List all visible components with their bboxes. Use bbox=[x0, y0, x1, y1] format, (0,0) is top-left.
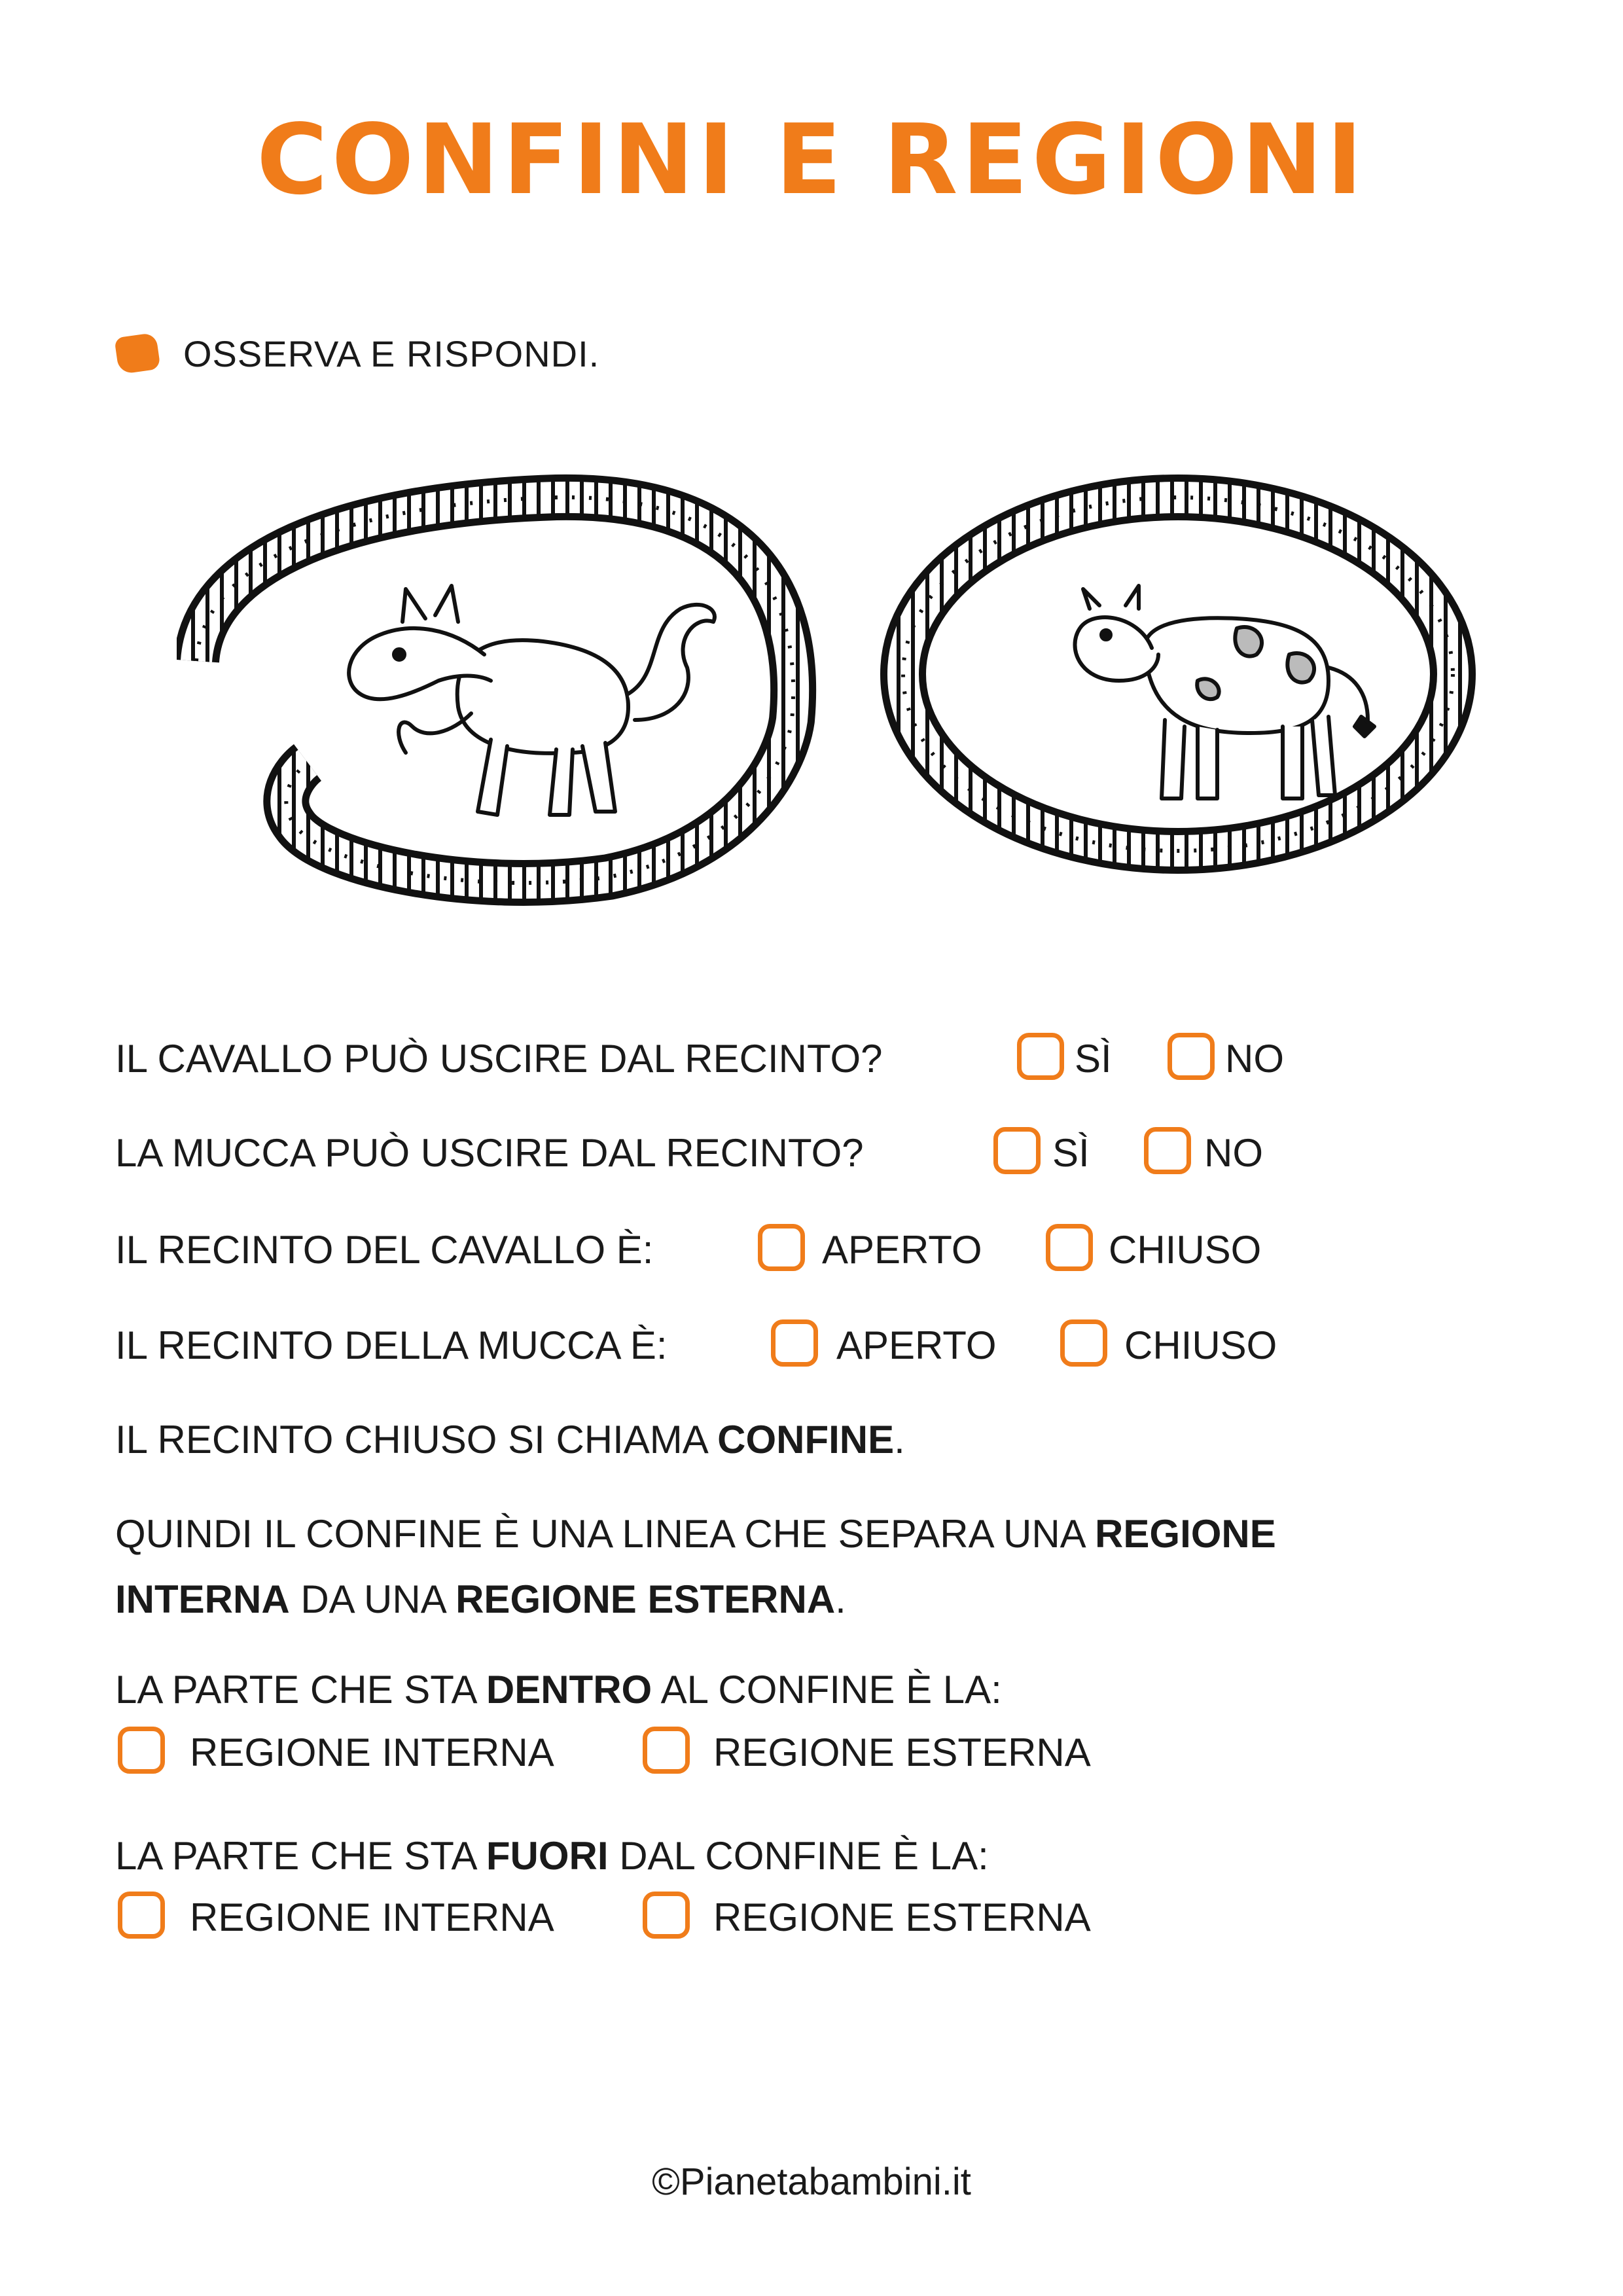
orange-bullet-icon bbox=[114, 332, 160, 374]
statement-bold: CONFINE bbox=[717, 1418, 895, 1462]
checkbox-q6-esterna[interactable] bbox=[643, 1892, 690, 1939]
checkbox-q1-no[interactable] bbox=[1168, 1033, 1215, 1080]
checkbox-q4-chiuso[interactable] bbox=[1060, 1319, 1107, 1367]
statement-bold: INTERNA bbox=[115, 1577, 290, 1621]
option-label: CHIUSO bbox=[1109, 1228, 1262, 1272]
option-label: REGIONE INTERNA bbox=[190, 1895, 554, 1939]
checkbox-q5-esterna[interactable] bbox=[643, 1727, 690, 1774]
footer-credit: ©Pianetabambini.it bbox=[652, 2161, 971, 2203]
checkbox-q2-si[interactable] bbox=[993, 1127, 1041, 1174]
question-4: IL RECINTO DELLA MUCCA È: bbox=[115, 1323, 668, 1367]
instruction bbox=[116, 327, 599, 380]
question-5 bbox=[115, 1670, 1002, 1710]
statement-text: . bbox=[894, 1418, 905, 1462]
instruction-text: OSSERVA E RISPONDI. bbox=[183, 332, 600, 374]
question-bold: FUORI bbox=[486, 1834, 609, 1878]
statement-regioni-line-1 bbox=[115, 1512, 1276, 1556]
checkbox-q3-chiuso[interactable] bbox=[1046, 1224, 1093, 1271]
statement-confine bbox=[115, 1420, 905, 1460]
option-label: CHIUSO bbox=[1124, 1323, 1277, 1367]
checkbox-q3-aperto[interactable] bbox=[758, 1224, 805, 1271]
checkbox-q2-no[interactable] bbox=[1144, 1127, 1191, 1174]
statement-text: . bbox=[835, 1577, 846, 1621]
statement-bold: REGIONE bbox=[1095, 1512, 1276, 1556]
statement-regioni-line-2 bbox=[115, 1577, 846, 1621]
option-label: REGIONE INTERNA bbox=[190, 1731, 554, 1774]
option-label: NO bbox=[1204, 1131, 1263, 1175]
option-label: REGIONE ESTERNA bbox=[713, 1895, 1091, 1939]
statement-text: QUINDI IL CONFINE È UNA LINEA CHE SEPARA UNA bbox=[115, 1512, 1096, 1556]
cow-icon bbox=[1075, 586, 1375, 798]
question-2: LA MUCCA PUÒ USCIRE DAL RECINTO? bbox=[115, 1131, 864, 1175]
question-6 bbox=[115, 1834, 989, 1878]
page-title: CONFINI E REGIONI bbox=[257, 103, 1366, 216]
option-label: APERTO bbox=[836, 1323, 997, 1367]
question-text: LA PARTE CHE STA bbox=[115, 1834, 486, 1878]
question-text: AL CONFINE È LA: bbox=[652, 1668, 1002, 1712]
checkbox-q6-interna[interactable] bbox=[118, 1892, 165, 1939]
option-label: REGIONE ESTERNA bbox=[713, 1731, 1091, 1774]
question-bold: DENTRO bbox=[486, 1668, 652, 1712]
statement-text: DA UNA bbox=[289, 1577, 456, 1621]
question-1: IL CAVALLO PUÒ USCIRE DAL RECINTO? bbox=[115, 1037, 883, 1081]
option-label: APERTO bbox=[822, 1228, 982, 1272]
statement-text: IL RECINTO CHIUSO SI CHIAMA bbox=[115, 1418, 718, 1462]
option-label: SÌ bbox=[1075, 1037, 1112, 1081]
question-text: LA PARTE CHE STA bbox=[115, 1668, 486, 1712]
horse-icon bbox=[349, 586, 715, 815]
option-label: NO bbox=[1225, 1037, 1284, 1081]
checkbox-q5-interna[interactable] bbox=[118, 1727, 165, 1774]
checkbox-q4-aperto[interactable] bbox=[771, 1319, 818, 1367]
pens-illustration bbox=[177, 458, 1492, 929]
checkbox-q1-si[interactable] bbox=[1017, 1033, 1064, 1080]
question-3: IL RECINTO DEL CAVALLO È: bbox=[115, 1228, 654, 1272]
statement-bold: REGIONE ESTERNA bbox=[455, 1577, 836, 1621]
question-text: DAL CONFINE È LA: bbox=[608, 1834, 989, 1878]
option-label: SÌ bbox=[1052, 1131, 1090, 1175]
